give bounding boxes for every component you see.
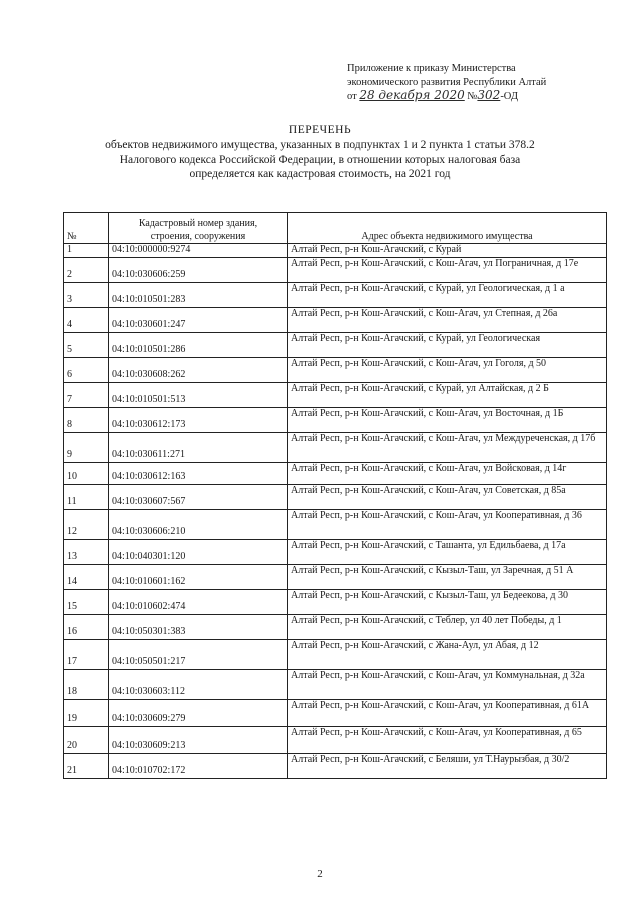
object-address: Алтай Респ, р-н Кош-Агачский, с Кош-Агач, ул Коммунальная, д 32а	[288, 669, 607, 699]
object-address: Алтай Респ, р-н Кош-Агачский, с Кош-Агач, ул Степная, д 26а	[288, 307, 607, 332]
row-number: 13	[64, 539, 109, 564]
row-number: 14	[64, 564, 109, 589]
cadastral-number: 04:10:030612:173	[109, 407, 288, 432]
object-address: Алтай Респ, р-н Кош-Агачский, с Кош-Агач, ул Кооперативная, д 61А	[288, 699, 607, 726]
row-number: 4	[64, 307, 109, 332]
number-prefix: №	[467, 91, 478, 102]
table-row	[64, 639, 607, 669]
object-address: Алтай Респ, р-н Кош-Агачский, с Кош-Агач, ул Пограничная, д 17е	[288, 257, 607, 282]
object-address: Алтай Респ, р-н Кош-Агачский, с Теблер, ул 40 лет Победы, д 1	[288, 614, 607, 639]
row-number: 7	[64, 382, 109, 407]
cadastral-number: 04:10:010602:474	[109, 589, 288, 614]
table-row	[64, 484, 607, 509]
table-row	[64, 307, 607, 332]
cadastral-number: 04:10:030611:271	[109, 432, 288, 462]
handwritten-date: 28 декабря 2020	[359, 88, 465, 102]
number-suffix: -ОД	[500, 91, 519, 102]
title-heading: ПЕРЕЧЕНЬ	[288, 124, 352, 136]
cadastral-number: 04:10:010501:286	[109, 332, 288, 357]
table-row	[64, 539, 607, 564]
title-line-3: определяется как кадастровая стоимость, на 2021 год	[189, 168, 451, 181]
table-row	[64, 407, 607, 432]
row-number: 11	[64, 484, 109, 509]
column-header-cadastral	[109, 213, 288, 244]
table-row	[64, 357, 607, 382]
column-header-address: Адрес объекта недвижимого имущества	[288, 213, 607, 244]
row-number: 10	[64, 462, 109, 484]
attachment-header	[347, 62, 607, 104]
title-line-2: Налогового кодекса Российской Федерации, в отношении которых налоговая база	[119, 153, 521, 166]
cadastral-number: 04:10:030609:213	[109, 726, 288, 753]
document-title	[0, 123, 640, 182]
table-row	[64, 589, 607, 614]
cadastral-number: 04:10:030606:210	[109, 509, 288, 539]
cadastral-number: 04:10:030606:259	[109, 257, 288, 282]
row-number: 6	[64, 357, 109, 382]
table-row	[64, 509, 607, 539]
row-number: 21	[64, 753, 109, 778]
table-row	[64, 753, 607, 778]
cadastral-number: 04:10:030608:262	[109, 357, 288, 382]
table-row	[64, 257, 607, 282]
cadastral-number: 04:10:000000:9274	[109, 244, 288, 258]
object-address: Алтай Респ, р-н Кош-Агачский, с Курай, ул Геологическая, д 1 а	[288, 282, 607, 307]
table-row	[64, 669, 607, 699]
date-prefix: от	[347, 91, 357, 102]
column-header-cadastral-line-1: Кадастровый номер здания,	[138, 218, 258, 229]
column-header-num: №	[64, 213, 109, 244]
object-address: Алтай Респ, р-н Кош-Агачский, с Кош-Агач, ул Кооперативная, д 65	[288, 726, 607, 753]
cadastral-number: 04:10:030612:163	[109, 462, 288, 484]
row-number: 19	[64, 699, 109, 726]
attachment-line-1: Приложение к приказу Министерства	[347, 63, 516, 74]
object-address: Алтай Респ, р-н Кош-Агачский, с Кош-Агач, ул Междуреченская, д 17б	[288, 432, 607, 462]
attachment-line-2: экономического развития Республики Алтай	[347, 76, 547, 88]
table-row	[64, 462, 607, 484]
cadastral-number: 04:10:030601:247	[109, 307, 288, 332]
row-number: 16	[64, 614, 109, 639]
cadastral-number: 04:10:010702:172	[109, 753, 288, 778]
table-row	[64, 244, 607, 258]
object-address: Алтай Респ, р-н Кош-Агачский, с Жана-Аул, ул Абая, д 12	[288, 639, 607, 669]
property-table	[63, 212, 607, 779]
row-number: 2	[64, 257, 109, 282]
object-address: Алтай Респ, р-н Кош-Агачский, с Кызыл-Таш, ул Заречная, д 51 А	[288, 564, 607, 589]
cadastral-number: 04:10:010601:162	[109, 564, 288, 589]
row-number: 8	[64, 407, 109, 432]
object-address: Алтай Респ, р-н Кош-Агачский, с Курай, ул Геологическая	[288, 332, 607, 357]
row-number: 20	[64, 726, 109, 753]
table-row	[64, 726, 607, 753]
cadastral-number: 04:10:030603:112	[109, 669, 288, 699]
cadastral-number: 04:10:040301:120	[109, 539, 288, 564]
table-row	[64, 564, 607, 589]
row-number: 3	[64, 282, 109, 307]
row-number: 12	[64, 509, 109, 539]
row-number: 15	[64, 589, 109, 614]
table-row	[64, 332, 607, 357]
object-address: Алтай Респ, р-н Кош-Агачский, с Кызыл-Таш, ул Бедеекова, д 30	[288, 589, 607, 614]
row-number: 1	[64, 244, 109, 258]
object-address: Алтай Респ, р-н Кош-Агачский, с Ташанта, ул Едильбаева, д 17а	[288, 539, 607, 564]
object-address: Алтай Респ, р-н Кош-Агачский, с Курай	[288, 244, 607, 258]
object-address: Алтай Респ, р-н Кош-Агачский, с Кош-Агач, ул Войсковая, д 14г	[288, 462, 607, 484]
object-address: Алтай Респ, р-н Кош-Агачский, с Кош-Агач, ул Советская, д 85а	[288, 484, 607, 509]
cadastral-number: 04:10:010501:513	[109, 382, 288, 407]
title-line-1: объектов недвижимого имущества, указанных в подпунктах 1 и 2 пункта 1 статьи 378.2	[105, 138, 535, 151]
row-number: 17	[64, 639, 109, 669]
row-number: 5	[64, 332, 109, 357]
handwritten-number: 302	[477, 88, 501, 102]
table-body	[64, 244, 607, 779]
table-row	[64, 699, 607, 726]
row-number: 18	[64, 669, 109, 699]
cadastral-number: 04:10:030609:279	[109, 699, 288, 726]
table-row	[64, 432, 607, 462]
cadastral-number: 04:10:030607:567	[109, 484, 288, 509]
object-address: Алтай Респ, р-н Кош-Агачский, с Кош-Агач, ул Восточная, д 1Б	[288, 407, 607, 432]
cadastral-number: 04:10:010501:283	[109, 282, 288, 307]
object-address: Алтай Респ, р-н Кош-Агачский, с Беляши, ул Т.Наурызбая, д 30/2	[288, 753, 607, 778]
table-header-row	[64, 213, 607, 244]
object-address: Алтай Респ, р-н Кош-Агачский, с Кош-Агач, ул Кооперативная, д 36	[288, 509, 607, 539]
table-row	[64, 282, 607, 307]
page-number: 2	[317, 868, 323, 880]
cadastral-number: 04:10:050501:217	[109, 639, 288, 669]
attachment-date-line	[347, 89, 607, 104]
object-address: Алтай Респ, р-н Кош-Агачский, с Курай, ул Алтайская, д 2 Б	[288, 382, 607, 407]
table-row	[64, 614, 607, 639]
cadastral-number: 04:10:050301:383	[109, 614, 288, 639]
column-header-cadastral-line-2: строения, сооружения	[150, 230, 246, 242]
object-address: Алтай Респ, р-н Кош-Агачский, с Кош-Агач, ул Гоголя, д 50	[288, 357, 607, 382]
row-number: 9	[64, 432, 109, 462]
table-row	[64, 382, 607, 407]
